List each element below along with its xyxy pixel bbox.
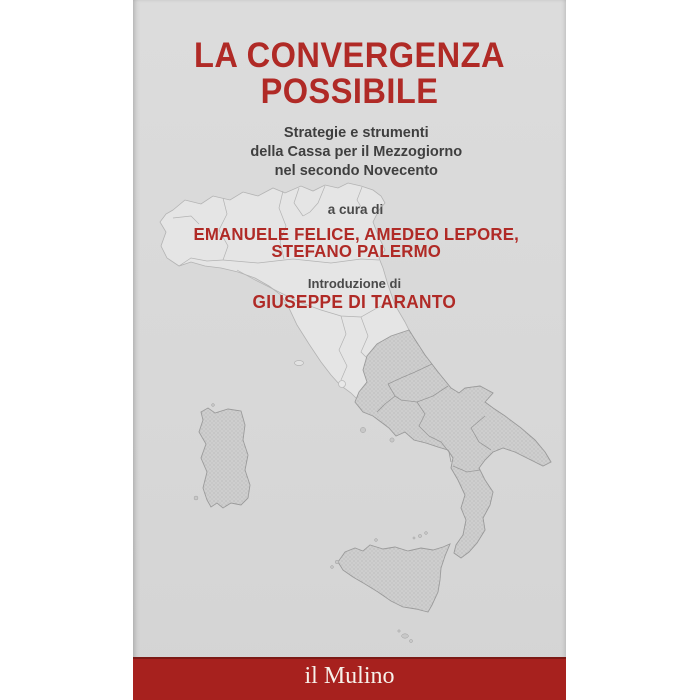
- curators-label: a cura di: [327, 202, 384, 217]
- introduction-label: Introduzione di: [307, 276, 402, 291]
- editors-line-1: EMANUELE FELICE, AMEDEO LEPORE,: [193, 224, 519, 244]
- editors-names: [142, 226, 558, 259]
- title-line-2: POSSIBILE: [260, 72, 439, 111]
- publisher-band: [133, 657, 566, 700]
- cover-text-layer: [133, 0, 566, 700]
- book-subtitle: [139, 123, 559, 180]
- book-cover: [133, 0, 566, 700]
- publisher-name: il Mulino: [304, 663, 395, 689]
- subtitle-line-3: nel secondo Novecento: [274, 162, 438, 179]
- subtitle-line-2: della Cassa per il Mezzogiorno: [250, 143, 463, 160]
- introduction-author: GIUSEPPE DI TARANTO: [252, 292, 457, 312]
- book-title: [148, 38, 551, 110]
- subtitle-line-1: Strategie e strumenti: [283, 124, 429, 141]
- title-line-1: LA CONVERGENZA: [194, 36, 505, 75]
- editors-line-2: STEFANO PALERMO: [271, 240, 442, 261]
